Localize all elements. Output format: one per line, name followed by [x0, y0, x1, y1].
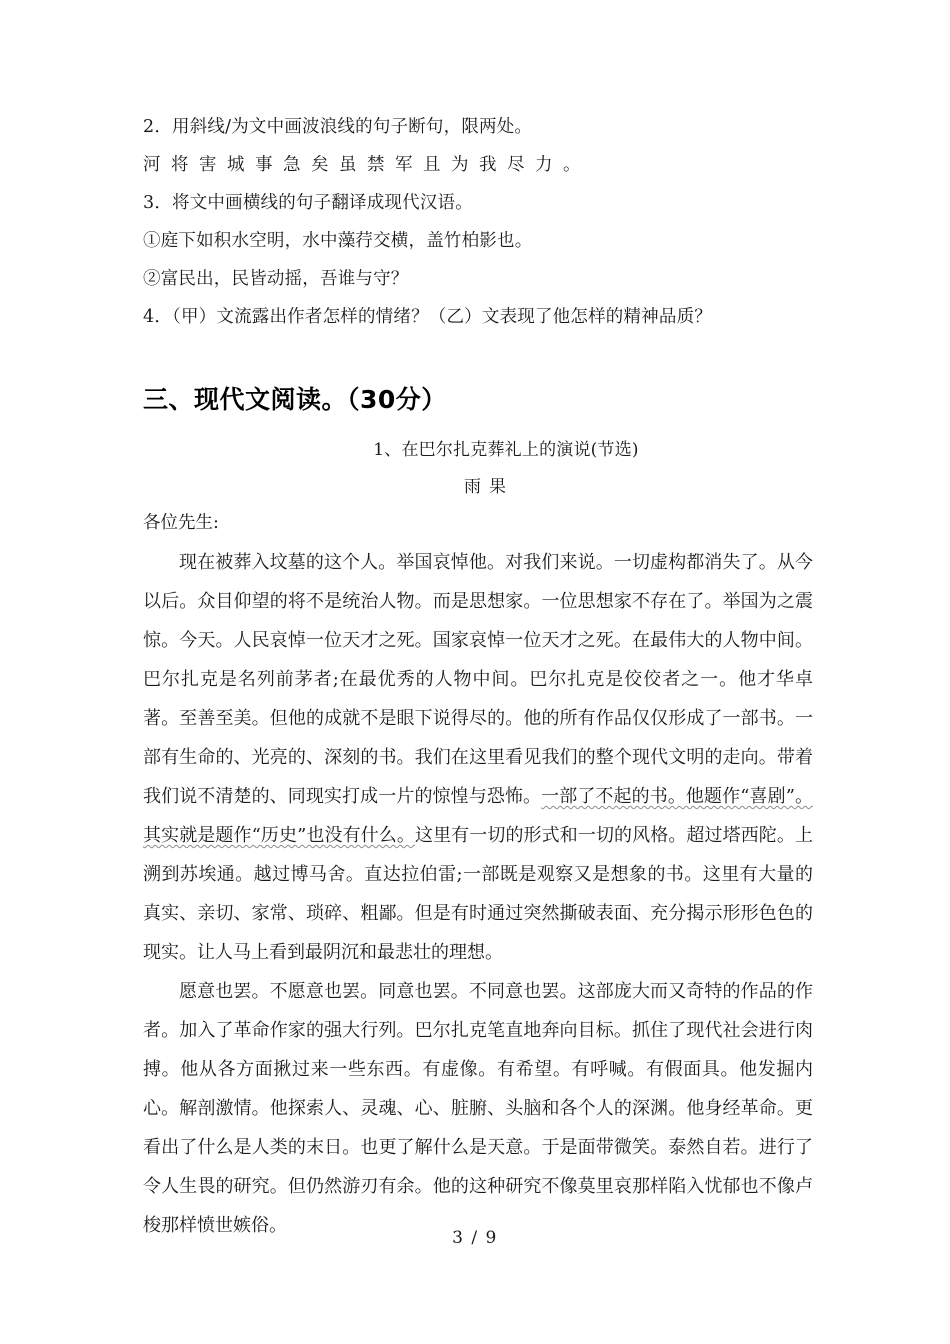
question-item-4: 4．（甲）文流露出作者怎样的情绪？（乙）文表现了他怎样的精神品质？	[143, 307, 712, 327]
question-item-2: 2．用斜线/为文中画波浪线的句子断句，限两处。	[143, 117, 533, 137]
page-content	[143, 108, 814, 1236]
page-number-footer: 3 / 9	[452, 1228, 498, 1248]
passage-salutation: 各位先生:	[143, 513, 219, 533]
passage-paragraph-1	[143, 543, 813, 972]
question-block	[143, 108, 813, 336]
passage-paragraph-2: 愿意也罢。不愿意也罢。同意也罢。不同意也罢。这部庞大而又奇特的作品的作者。加入了革命作家的强大行列。巴尔扎克笔直地奔向目标。抓住了现代社会进行肉搏。他从各方面揪过来一些东西。有虚像。有希望。有呼喊。有假面具。他发掘内心。解剖激情。他探索人、灵魂、心、脏腑、头脑和各个人的深渊。他身经革命。更看出了什么是人类的末日。也更了解什么是天意。于是面带微笑。泰然自若。进行了令人生畏的研究。但仍然游刃有余。他的这种研究不像莫里哀那样陷入忧郁也不像卢梭那样愤世嫉俗。	[143, 981, 813, 1236]
paragraph-1-segment-after-wavy: 这里有一切的形式和一切的风格。超过塔西陀。上溯到苏埃通。越过博马舍。直达拉伯雷;一部既是观察又是想象的书。这里有大量的真实、亲切、家常、琐碎、粗鄙。但是有时通过突然撕破表面、充分揭示形形色色的现实。让人马上看到最阴沉和最悲壮的理想。	[143, 825, 814, 963]
passage-title: 1、在巴尔扎克葬礼上的演说(节选)	[373, 440, 639, 460]
question-2-sentence: 河将害城事急矣虽禁军且为我尽力。	[143, 155, 591, 175]
section-heading: 三、现代文阅读。（30分）	[143, 385, 447, 414]
question-item-3: 3．将文中画横线的句子翻译成现代汉语。	[143, 193, 473, 213]
question-3-sub-2: ②富民出，民皆动摇，吾谁与守？	[143, 269, 409, 289]
question-3-sub-1: ①庭下如积水空明，水中藻荇交横，盖竹柏影也。	[143, 231, 533, 251]
paragraph-1-wavy-underlined-segment: 一部了不起的书。他题作“喜剧”。其实就是题作“历史”也没有什么。	[143, 786, 814, 846]
paragraph-1-segment-before-wavy: 现在被葬入坟墓的这个人。举国哀悼他。对我们来说。一切虚构都消失了。从今以后。众目仰望的将不是统治人物。而是思想家。一位思想家不存在了。举国为之震惊。今天。人民哀悼一位天才之死。国家哀悼一位天才之死。在最伟大的人物中间。巴尔扎克是名列前茅者;在最优秀的人物中间。巴尔扎克是佼佼者之一。他才华卓著。至善至美。但他的成就不是眼下说得尽的。他的所有作品仅仅形成了一部书。一部有生命的、光亮的、深刻的书。我们在这里看见我们的整个现代文明的走向。带着我们说不清楚的、同现实打成一片的惊惶与恐怖。	[143, 552, 813, 807]
passage-author: 雨果	[464, 477, 514, 497]
passage-body	[143, 504, 813, 1245]
